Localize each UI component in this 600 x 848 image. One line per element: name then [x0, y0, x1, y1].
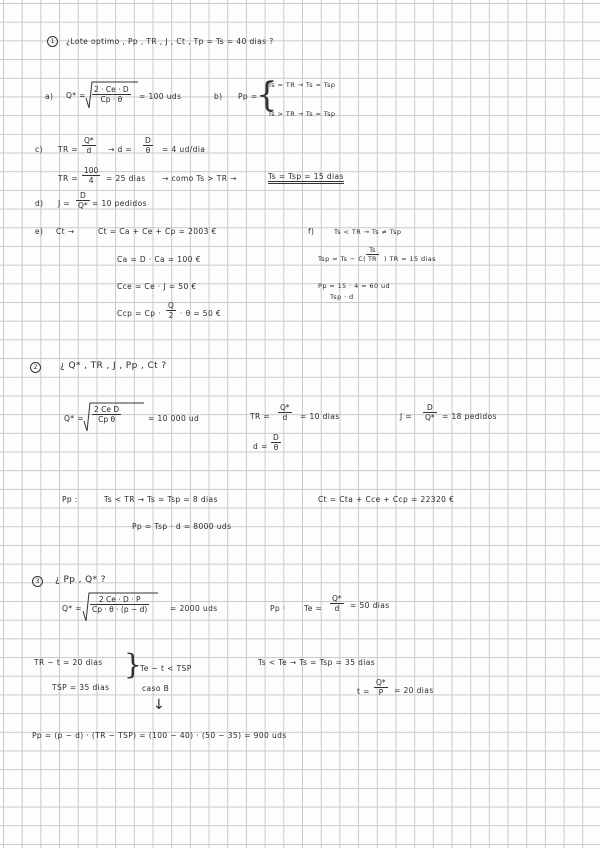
q1-a-lhs: Q* = [66, 91, 86, 100]
q3-q-fraction [90, 595, 149, 614]
q1-c2-final: Ts = Tsp = 15 dias [268, 172, 344, 184]
q3-l2: TSP = 35 dias [52, 683, 110, 692]
q2-q-fraction [92, 405, 121, 424]
q1-e4-lhs: Ccp = Cp · [117, 309, 161, 318]
q3-t-fraction [374, 678, 388, 697]
q2-ct-line: Ct = Cta + Cce + Ccp = 22320 € [318, 495, 455, 504]
q1-b-case1: Ts = TR → Ts = Tsp [268, 81, 336, 89]
q1-e4-den: 2 [168, 311, 174, 320]
q1-f2-num: Ts [366, 246, 379, 255]
question-2-statement: ¿ Q* , TR , J , Pp , Ct ? [60, 361, 167, 371]
q1-d-den: Q* [78, 201, 88, 210]
q2-tr-num: Q* [280, 403, 290, 412]
q1-a-fraction [92, 85, 131, 104]
q2-tr-den: d [282, 413, 288, 422]
q2-j-den: Q* [425, 413, 435, 422]
q3-t-den: P [378, 688, 384, 697]
q3-final: Pp = (p − d) · (TR − TSP) = (100 − 40) · (50 − 35) = 900 uds [32, 731, 287, 740]
question-3-statement: ¿ Pp , Q* ? [55, 575, 106, 585]
q1-f1: Ts < TR → Ts ≠ Tsp [334, 228, 402, 236]
q1-c2-den: 4 [88, 176, 94, 185]
q3-t-lhs: t = [357, 687, 370, 696]
q1-c2-fraction [82, 166, 100, 185]
question-1-statement: ¿Lote optimo , Pp , TR , J , Ct , Tp = Ts = 40 dias ? [66, 37, 274, 46]
q1-a-den: Cp · θ [100, 95, 123, 104]
q3-te-result: = 50 dias [350, 601, 390, 610]
q3-r1: Ts < Te → Ts = Tsp = 35 dias [258, 658, 376, 667]
q2-d-num: D [273, 433, 279, 442]
question-3-number: 3 [32, 576, 43, 587]
q1-c-d-den: θ [145, 146, 151, 155]
q1-c-label: c) [35, 145, 43, 154]
q2-q-den: Cp θ [98, 415, 116, 424]
q1-e2: Ca = D · Ca = 100 € [117, 255, 201, 264]
q3-case-bottom: caso B [142, 684, 170, 693]
q1-f2-lhs: Tsp = Ts − C( [318, 255, 367, 263]
q1-c-num: Q* [84, 136, 94, 145]
q2-q-lhs: Q* = [64, 414, 84, 423]
q2-tr-result: = 10 dias [300, 412, 340, 421]
q1-f3: Pp = 15 · 4 = 60 ud [318, 282, 390, 290]
q1-d-fraction [76, 191, 90, 210]
q1-f2-fraction [366, 246, 379, 263]
q3-te-num: Q* [332, 594, 342, 603]
q3-te-den: d [334, 604, 340, 613]
q3-q-lhs: Q* = [62, 604, 82, 613]
q1-c2-result: = 25 dias [106, 174, 146, 183]
q3-q-den: Cp · θ · (p − d) [92, 605, 148, 614]
q1-c-d-result: = 4 ud/dia [162, 145, 206, 154]
q3-case-top: Te − t < TSP [140, 664, 192, 673]
q1-f4: Tsp · d [330, 293, 354, 301]
q3-t-result: = 20 dias [394, 686, 434, 695]
q2-tr-fraction [278, 403, 292, 422]
q1-b-case2: Ts > TR → Ts = Tsp [268, 110, 336, 118]
arrow-down-icon: ↓ [153, 697, 165, 713]
q1-c-d-num: D [145, 136, 151, 145]
q2-q-num: 2 Ce D [94, 405, 120, 414]
q3-te-fraction [330, 594, 344, 613]
q1-e4-num: Q [168, 301, 174, 310]
q1-c-fraction [82, 136, 96, 155]
q1-b-brace: { [256, 75, 278, 115]
q3-q-result: = 2000 uds [170, 604, 218, 613]
q2-j-num: D [423, 403, 437, 413]
q2-d-lhs: d = [253, 442, 268, 451]
q3-t-num: Q* [376, 678, 386, 687]
q2-j-result: = 18 pedidos [442, 412, 497, 421]
q1-d-result: = 10 pedidos [92, 199, 147, 208]
q1-c2-lhs: TR = [58, 174, 79, 183]
q2-pp-label: Pp : [62, 495, 78, 504]
q1-e1: Ct = Ca + Ce + Cp = 2003 € [98, 227, 217, 236]
q2-pp-line2: Pp = Tsp · d = 8000 uds [132, 522, 232, 531]
q1-c-d-fraction [143, 136, 153, 155]
q1-e-lhs: Ct → [56, 227, 75, 236]
q1-e3: Cce = Ce · J = 50 € [117, 282, 197, 291]
q1-d-label: d) [35, 199, 44, 208]
q1-f-label: f) [308, 227, 315, 236]
q3-l1: TR − t = 20 dias [34, 658, 103, 667]
q1-c-den: d [86, 146, 92, 155]
question-1-number: 1 [47, 36, 58, 47]
q1-e-label: e) [35, 227, 44, 236]
q1-b-label: b) [214, 92, 223, 101]
q1-a-result: = 100 uds [139, 92, 182, 101]
q1-a-label: a) [45, 92, 54, 101]
q1-e4-rhs: · θ = 50 € [180, 309, 222, 318]
question-2-number: 2 [30, 362, 41, 373]
q1-a-num: 2 · Ce · D [94, 85, 129, 94]
q3-q-num: 2 Ce · D · P [90, 595, 149, 605]
q1-c-lhs: TR = [58, 145, 79, 154]
q3-pp-label: Pp · [270, 604, 286, 613]
q1-b-lhs: Pp = [238, 92, 258, 101]
q2-j-lhs: J = [400, 412, 413, 421]
q1-c2-note: → como Ts > TR → [162, 174, 237, 183]
q2-q-result: = 10 000 ud [148, 414, 200, 423]
q2-tr-lhs: TR = [250, 412, 271, 421]
q2-d-fraction [271, 433, 281, 452]
q2-pp-line1: Ts < TR → Ts = Tsp = 8 dias [104, 495, 218, 504]
q1-f2-rhs: ) TR = 15 dias [384, 255, 436, 263]
q1-d-num: D [76, 191, 90, 201]
q1-c2-num: 100 [84, 166, 99, 175]
q1-c-mid: → d = [108, 145, 133, 154]
q2-j-fraction [423, 403, 437, 422]
q1-e4-fraction [166, 301, 176, 320]
q1-f2-den: TR [368, 255, 377, 263]
q3-te-lhs: Te = [304, 604, 323, 613]
q2-d-den: θ [273, 443, 279, 452]
q1-d-lhs: J = [58, 199, 71, 208]
q3-brace: } [124, 648, 142, 681]
